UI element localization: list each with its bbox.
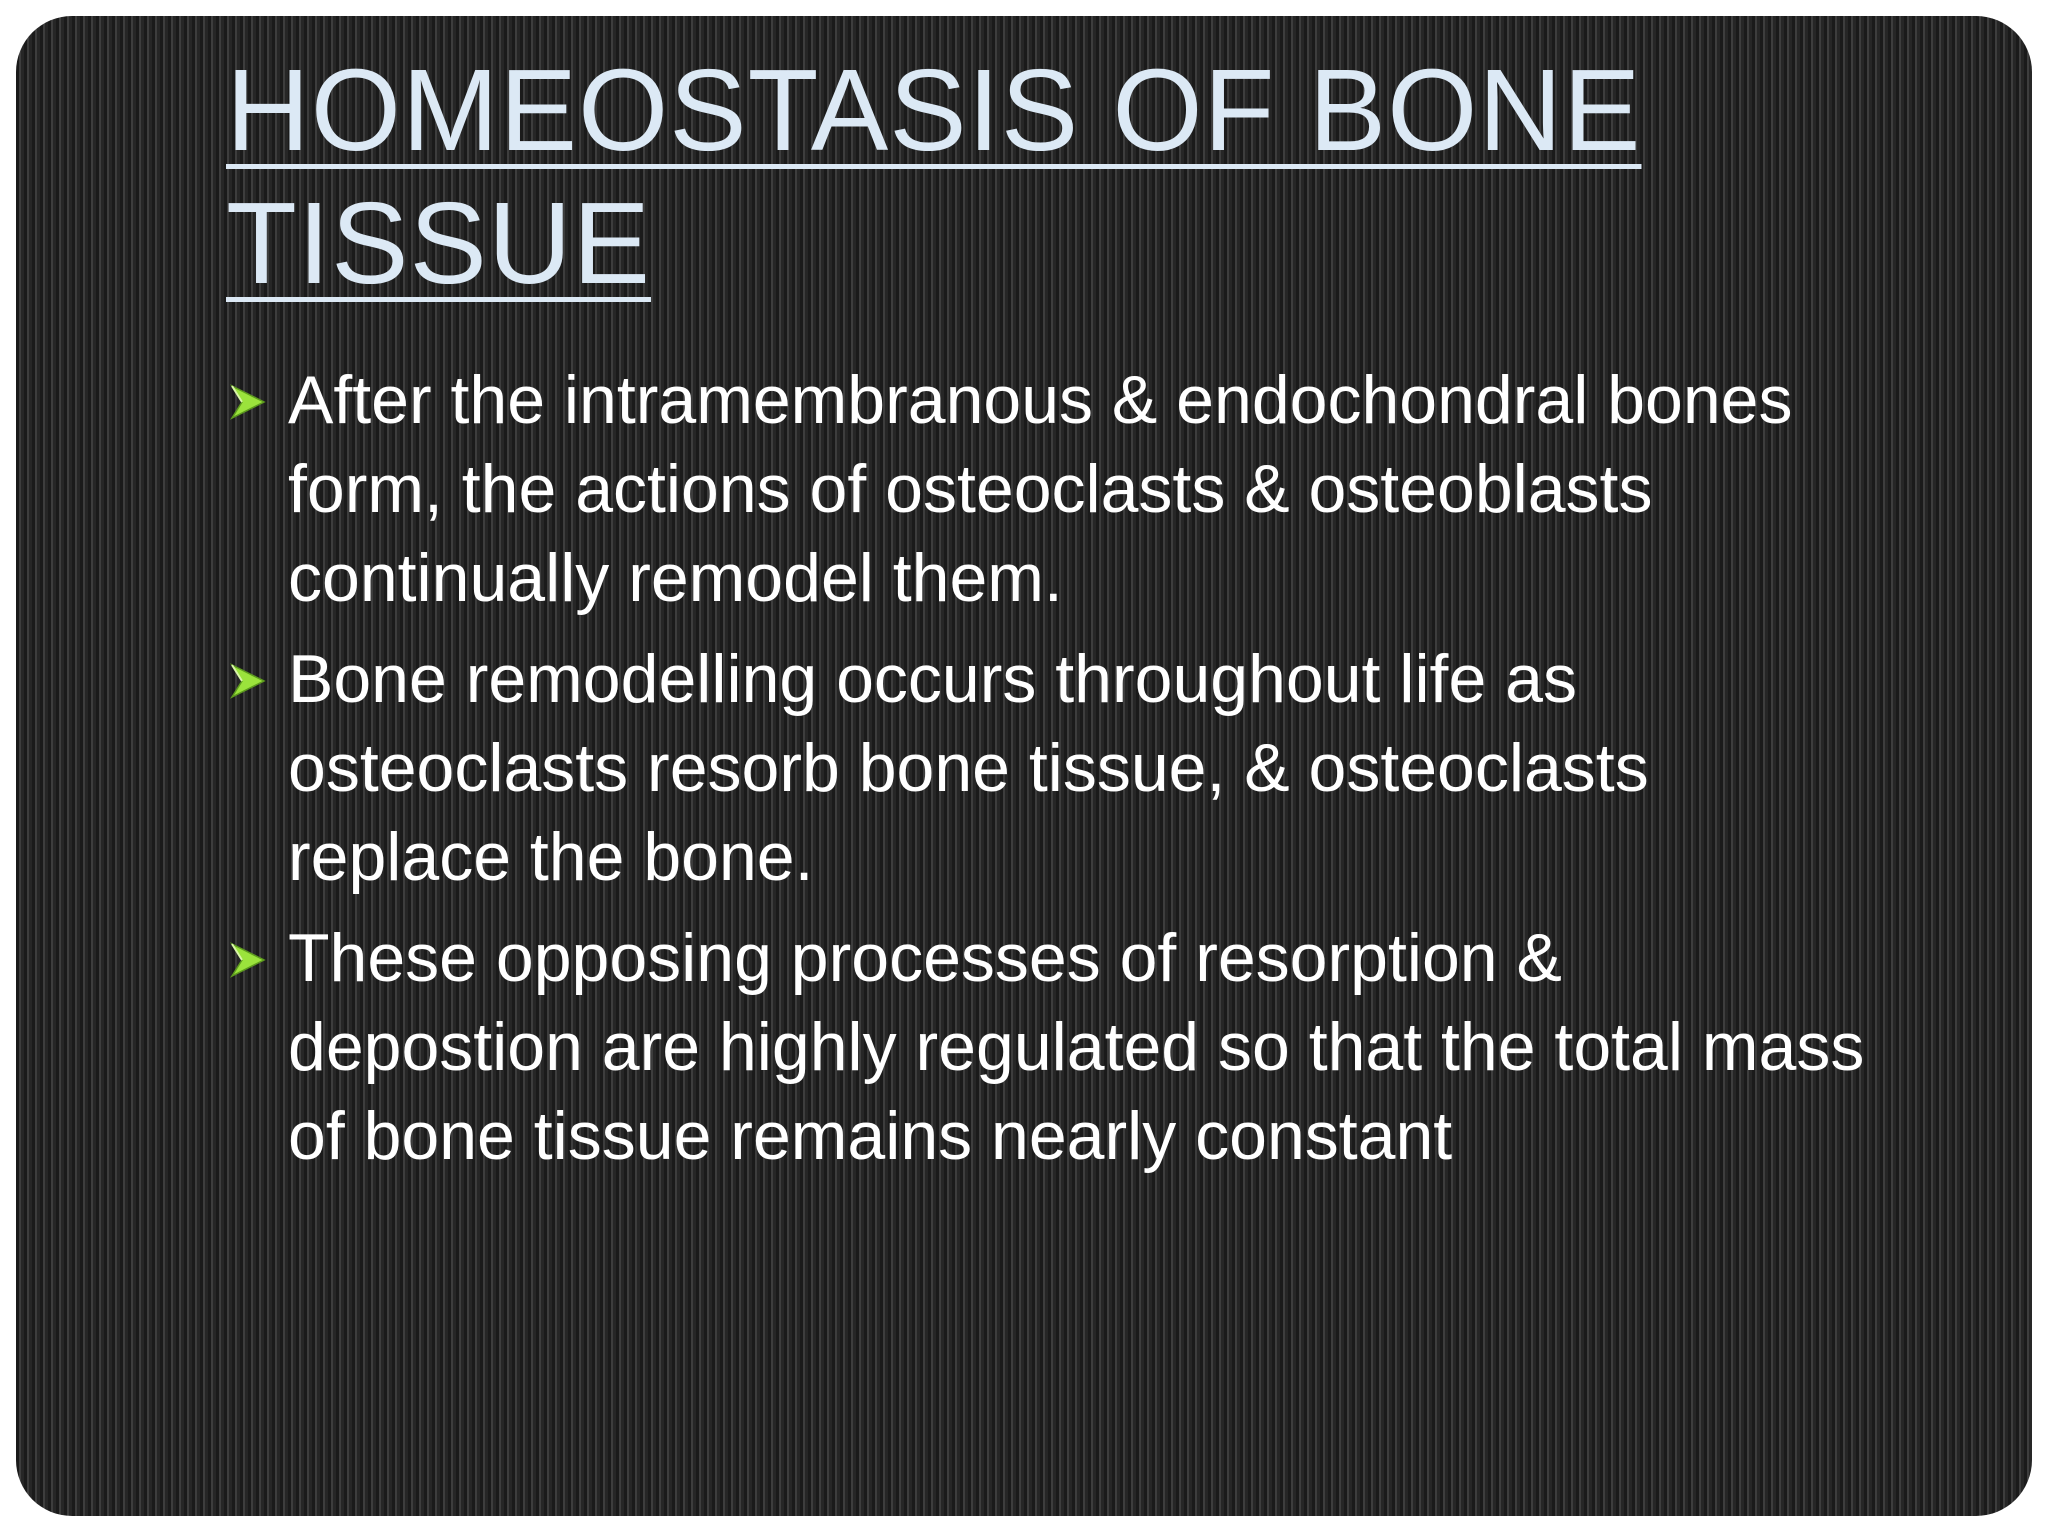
- bullet-item: [226, 356, 1866, 623]
- bullet-item: [226, 635, 1866, 902]
- arrowhead-icon: [228, 940, 268, 980]
- slide-title-text: HOMEOSTASIS OF BONE TISSUE: [226, 45, 1642, 308]
- bullet-text: These opposing processes of resorption & depostion are highly regulated so that the total mass of bone tissue remains nearly constant: [288, 920, 1865, 1174]
- slide: [16, 16, 2032, 1516]
- bullet-list: [226, 356, 1866, 1193]
- slide-title: [226, 44, 1876, 310]
- bullet-item: [226, 914, 1866, 1181]
- bullet-text: Bone remodelling occurs throughout life as osteoclasts resorb bone tissue, & osteoclasts replace the bone.: [288, 641, 1649, 895]
- bullet-text: After the intramembranous & endochondral bones form, the actions of osteoclasts & osteoblasts continually remodel them.: [288, 362, 1793, 616]
- arrowhead-icon: [228, 382, 268, 422]
- arrowhead-icon: [228, 661, 268, 701]
